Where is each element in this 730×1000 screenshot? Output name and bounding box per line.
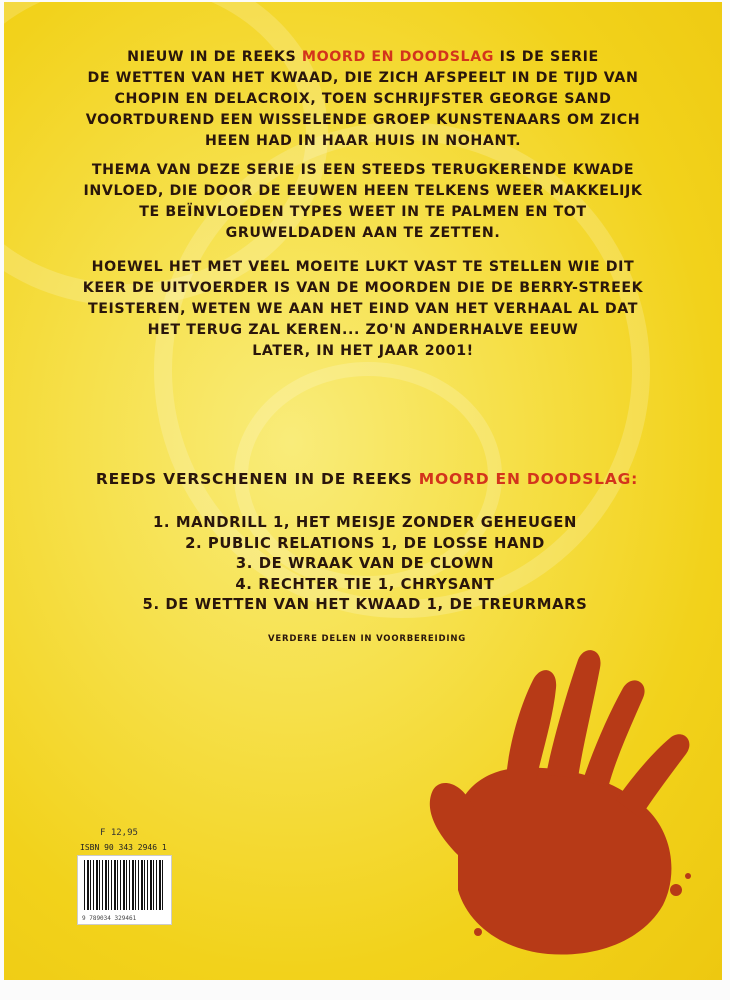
series-name-highlight: MOORD EN DOODSLAG <box>301 49 495 65</box>
p2-line-3: TE BEÏNVLOEDEN TYPES WEET IN TE PALMEN EN TOT <box>139 204 587 220</box>
list-item: 3. DE WRAAK VAN DE CLOWN <box>235 555 495 572</box>
p1-line-3: CHOPIN EN DELACROIX, TOEN SCHRIJFSTER GEORGE SAND <box>114 91 612 107</box>
barcode-bars <box>84 860 165 910</box>
p3-line-1: HOEWEL HET MET VEEL MOEITE LUKT VAST TE STELLEN WIE DIT <box>91 259 635 275</box>
p2-line-4: GRUWELDADEN AAN TE ZETTEN. <box>225 225 501 241</box>
p3-line-5: LATER, IN HET JAAR 2001! <box>252 343 474 359</box>
p2-line-1: THEMA VAN DEZE SERIE IS EEN STEEDS TERUGKERENDE KWADE <box>91 162 635 178</box>
intro-paragraph-1 <box>4 47 722 152</box>
barcode <box>77 855 172 925</box>
barcode-digits: 9 789034 329461 <box>82 915 137 922</box>
series-heading-highlight: MOORD EN DOODSLAG: <box>418 470 639 488</box>
p3-line-3: TEISTEREN, WETEN WE AAN HET EIND VAN HET VERHAAL AL DAT <box>87 301 639 317</box>
red-handprint-icon <box>418 640 718 960</box>
list-item: 5. DE WETTEN VAN HET KWAAD 1, DE TREURMARS <box>142 596 588 613</box>
p1-line-2: DE WETTEN VAN HET KWAAD, DIE ZICH AFSPEELT IN DE TIJD VAN <box>87 70 639 86</box>
price-label: F 12,95 <box>100 828 138 838</box>
series-list <box>6 513 724 616</box>
series-heading: REEDS VERSCHENEN IN DE REEKS MOORD EN DOODSLAG: <box>95 470 639 488</box>
p3-line-2: KEER DE UITVOERDER IS VAN DE MOORDEN DIE DE BERRY-STREEK <box>82 280 644 296</box>
forthcoming-note: VERDERE DELEN IN VOORBEREIDING <box>267 634 467 644</box>
p3-line-4: HET TERUG ZAL KEREN... ZO'N ANDERHALVE EEUW <box>147 322 579 338</box>
isbn-label: ISBN 90 343 2946 1 <box>80 843 167 852</box>
list-item: 2. PUBLIC RELATIONS 1, DE LOSSE HAND <box>185 534 545 552</box>
p1-line-1: NIEUW IN DE REEKS MOORD EN DOODSLAG IS DE SERIE <box>127 49 599 65</box>
list-item: 4. RECHTER TIE 1, CHRYSANT <box>235 575 495 593</box>
intro-paragraph-3 <box>4 257 722 362</box>
p1-line-5: HEEN HAD IN HAAR HUIS IN NOHANT. <box>204 133 522 149</box>
intro-paragraph-2 <box>4 160 722 244</box>
p1-line-4: VOORTDUREND EEN WISSELENDE GROEP KUNSTENAARS OM ZICH <box>85 112 641 128</box>
p2-line-2: INVLOED, DIE DOOR DE EEUWEN HEEN TELKENS WEER MAKKELIJK <box>83 183 643 199</box>
list-item: 1. MANDRILL 1, HET MEISJE ZONDER GEHEUGEN <box>152 514 577 531</box>
